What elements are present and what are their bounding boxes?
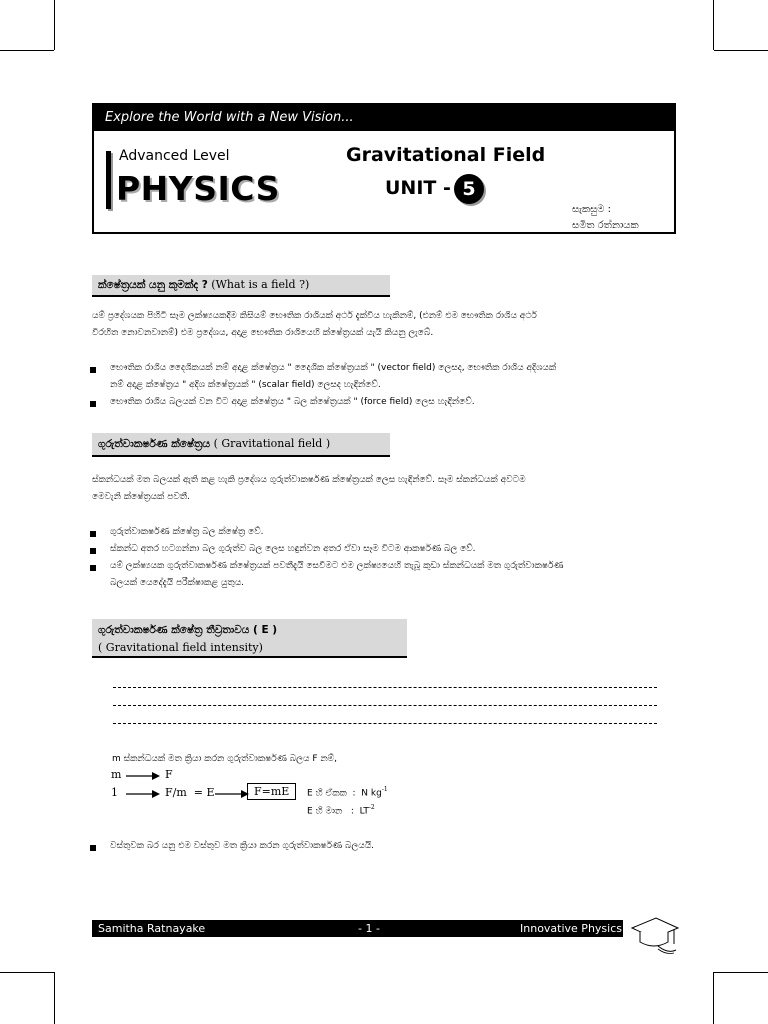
intensity-intro: m ස්කන්ධයක් මත ක්‍රියා කරන ගුරුත්වාකර්ෂණ බලය F නම්, — [112, 754, 337, 764]
crop-mark-bottom-right — [713, 972, 714, 1024]
footer-author: Samitha Ratnayake — [98, 922, 206, 935]
answer-line — [113, 687, 657, 688]
page-number: - 1 - — [358, 922, 380, 935]
section-heading-field: ක්ෂේත්‍රයක් යනු කුමක්ද ? (What is a field ?) — [92, 275, 390, 297]
list-item: යම් ලක්ෂ්‍යයක ගුරුත්වාකර්ෂණ ක්ෂේත්‍රයක් පවතීදැයි සෙවීමට එම ලක්ෂ්‍යයෙහි තැබූ කුඩා ස්කන්ධයක් මත ගුරුත්වාකර්ෂණ බලයක් යෙදේදැයි පරීක්ෂාකළ යුතුය. — [110, 561, 564, 588]
unit-label: UNIT - — [385, 177, 451, 199]
section-heading-field-intensity: ගුරුත්වාකර්ෂණ ක්ෂේත්‍ර තීව්‍රතාවය ( E ) ( Gravitational field intensity) — [92, 619, 407, 658]
compiler-name: සමිත රත්නායක — [572, 220, 639, 231]
list-item: ගුරුත්වාකර්ෂණ ක්ෂේත්‍ර බල ක්ෂේත්‍ර වේ. — [110, 527, 264, 537]
footer-bar — [92, 920, 623, 937]
bullet-icon — [90, 401, 96, 407]
title-accent-bar — [106, 151, 111, 209]
unit-line: E හි ඒකක : N $kg^{-1}$ — [307, 786, 388, 799]
compiler-credit — [572, 202, 639, 234]
bullet-icon — [90, 548, 96, 554]
unit-number-badge: 5 — [454, 174, 484, 204]
tagline: Explore the World with a New Vision... — [94, 105, 674, 131]
topic-title: Gravitational Field — [346, 144, 546, 166]
list-item: භෞතික රාශිය බලයක් වන විට අදාළ ක්ෂේත්‍රය " බල ක්ෂේත්‍රයක් " (force field) ලෙස හැඳින්වේ. — [110, 397, 475, 407]
bullet-icon — [90, 367, 96, 373]
answer-line — [113, 723, 657, 724]
crop-mark-top-left — [0, 50, 54, 51]
subject-title: PHYSICS — [116, 169, 280, 208]
ratio-row-1: m F — [111, 768, 173, 781]
gravitational-field-paragraph: ස්කන්ධයක් මත බලයක් ඇති කළ හැකි ප්‍රදේශය ගුරුත්වාකර්ෂණ ක්ෂේත්‍රයක් ලෙස හැඳින්වේ. සෑම ස්කන්ධයක් අවටම මෙවැනි ක්ෂේත්‍රයක් පවතී. — [92, 475, 526, 502]
crop-mark-top-right — [714, 50, 768, 51]
footer-brand: Innovative Physics — [520, 922, 622, 935]
bullet-icon — [90, 845, 96, 851]
formula-box: F=mE — [247, 783, 296, 800]
crop-mark-bottom-right — [714, 972, 768, 973]
list-item: ස්කන්ධ අතර හටගන්නා බල ගුරුත්ව බල ලෙස හඳුන්වන අතර ඒවා සෑම විටම ආකර්ෂණ බල වේ. — [110, 544, 476, 554]
field-definition-paragraph: යම් ප්‍රදේශයක පිහිටි සෑම ලක්ෂ්‍යයකදීම කිසියම් භෞතික රාශියක් අර්ථ දැක්විය හැකිනම්, (එනම් එම භෞතික රාශිය අර්ථ විරහිත නොවනවානම්) එම ප්‍රදේශය, අදාළ භෞතික රාශියෙහි ක්ෂේත්‍රයක් යැයි කියනු ලැබේ. — [92, 311, 537, 338]
crop-mark-top-right — [713, 0, 714, 50]
crop-mark-bottom-left — [0, 972, 54, 973]
section-heading-gravitational-field: ගුරුත්වාකර්ෂණ ක්ෂේත්‍රය ( Gravitational field ) — [92, 433, 390, 457]
ratio-row-2: 1 F/m = E F=mE E හි ඒකක : N $kg^{-1}$ E හි මාන : $LT^{-2}$ — [111, 785, 388, 817]
graduation-cap-icon — [628, 914, 680, 956]
list-item: භෞතික රාශිය දෛශිකයක් නම් අදාළ ක්ෂේත්‍රය " දෛශික ක්ෂේත්‍රයක් " (vector field) ලෙසද, භෞතික රාශිය අදිශයක් නම් අදාළ ක්ෂේත්‍රය " අදිශ ක්ෂේත්‍රයක් " (scalar field) ලෙසද හැඳින්වේ. — [110, 363, 557, 390]
arrow-right-icon — [126, 789, 160, 799]
crop-mark-bottom-left — [54, 972, 55, 1024]
crop-mark-top-left — [54, 0, 55, 50]
title-box — [92, 103, 676, 234]
level-label: Advanced Level — [119, 148, 230, 164]
arrow-right-icon — [215, 789, 249, 799]
bullet-icon — [90, 531, 96, 537]
bullet-icon — [90, 565, 96, 571]
answer-line — [113, 705, 657, 706]
arrow-right-icon — [126, 771, 160, 781]
compiled-by-label: සැකසුම : — [572, 204, 612, 215]
dimension-line: E හි මාන : $LT^{-2}$ — [307, 804, 375, 817]
list-item: වස්තුවක බර යනු එම වස්තුව මත ක්‍රියා කරන ගුරුත්වාකර්ෂණ බලයයි. — [110, 841, 375, 851]
